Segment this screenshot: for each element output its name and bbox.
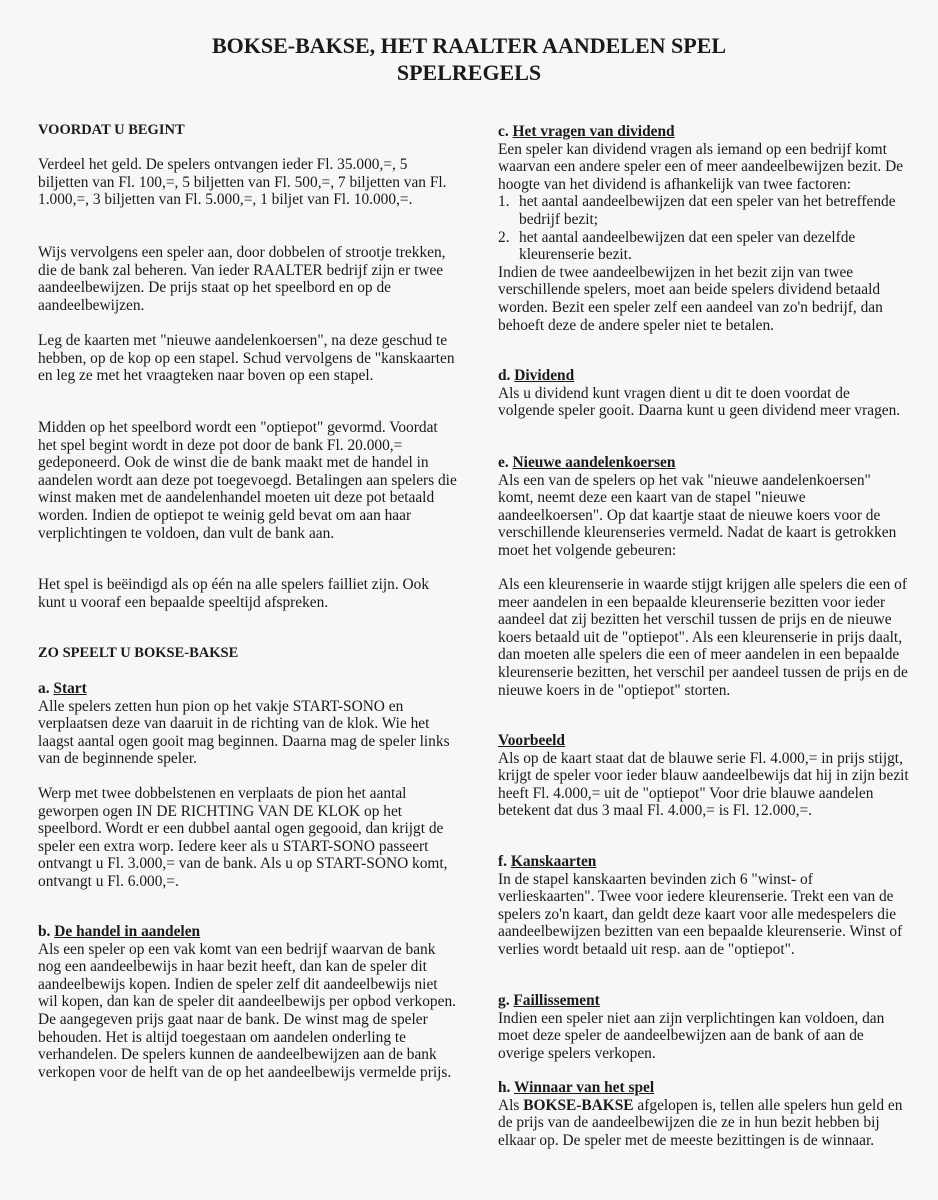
section-heading: ZO SPEELT U BOKSE-BAKSE bbox=[38, 645, 239, 661]
paragraph: Als op de kaart staat dat de blauwe serie Fl. 4.000,= in prijs stijgt, krijgt de speler voor ieder blauw aandeelbewijs dat hij in zijn bezit heeft Fl. 4.000,= uit de "optiepot" Voor drie blauwe aandelen betekent dat dus 3 maal Fl. 4.000,= is Fl. 12.000,=. bbox=[498, 749, 909, 820]
subsection-letter: a. bbox=[38, 680, 50, 697]
title-line-2: SPELREGELS bbox=[396, 60, 542, 85]
paragraph: Werp met twee dobbelstenen en verplaats de pion het aantal geworpen ogen IN DE RICHTING VAN DE KLOK op het speelbord. Wordt er een dubbel aantal ogen gegooid, dan krijgt de speler een extra worp. Iedere keer als u START-SONO passeert ontvangt u Fl. 3.000,= van de bank. Als u op START-SONO komt, ontvangt u Fl. 6.000,=. bbox=[38, 785, 448, 890]
paragraph: Een speler kan dividend vragen als iemand op een bedrijf komt waarvan een andere speler een of meer aandeelbewijzen bezit. De hoogte van het dividend is afhankelijk van twee factoren: bbox=[498, 140, 904, 193]
subsection-heading bbox=[498, 1079, 910, 1097]
paragraph: Indien de twee aandeelbewijzen in het bezit zijn van twee verschillende spelers, moet aan beide spelers dividend betaald worden. Bezit een speler zelf een aandeel van zo'n bedrijf, dan behoeft deze de andere speler niet te betalen. bbox=[498, 263, 883, 334]
factor-list bbox=[498, 193, 910, 263]
section-e-koersen bbox=[498, 454, 910, 560]
subsection-heading bbox=[498, 367, 910, 385]
subsection-heading bbox=[38, 923, 460, 941]
subsection-letter: e. bbox=[498, 454, 509, 471]
subsection-letter: b. bbox=[38, 923, 51, 940]
subsection-title: Voorbeeld bbox=[498, 732, 565, 749]
paragraph-end bbox=[38, 576, 460, 611]
paragraph-optiepot bbox=[38, 419, 460, 542]
paragraph: Als een kleurenserie in waarde stijgt krijgen alle spelers die een of meer aandelen in een bepaalde kleurenserie bezitten voor ieder aandeel dat zij bezitten het verschil tussen de prijs en de nieuwe koers betaald uit de "optiepot". Als een kleurenserie in prijs daalt, dan moeten alle spelers die een of meer aandelen in een bepaalde kleurenserie bezitten, het verschil per aandeel tussen de prijs en de nieuwe koers in de "optiepot" storten. bbox=[498, 576, 908, 699]
paragraph: Leg de kaarten met "nieuwe aandelenkoersen", na deze geschud te hebben, op de kop op een stapel. Schud vervolgens de "kanskaarten en leg ze met het vraagteken naar boven op een stapel. bbox=[38, 332, 455, 385]
section-voordat bbox=[38, 122, 460, 140]
subsection-title: Faillissement bbox=[513, 992, 600, 1009]
paragraph: Wijs vervolgens een speler aan, door dobbelen of strootje trekken, die de bank zal beheren. Van ieder RAALTER bedrijf zijn er twee aandeelbewijzen. De prijs staat op het speelbord en op de aandeelbewijzen. bbox=[38, 244, 446, 314]
subsection-heading bbox=[38, 680, 460, 698]
section-h-winnaar bbox=[498, 1079, 910, 1149]
subsection-title: Kanskaarten bbox=[510, 853, 597, 870]
subsection-title: Winnaar van het spel bbox=[514, 1079, 655, 1096]
paragraph-kleurenserie bbox=[498, 576, 910, 699]
paragraph-money bbox=[38, 156, 460, 209]
list-item bbox=[498, 193, 910, 228]
paragraph: Midden op het speelbord wordt een "optiepot" gevormd. Voordat het spel begint wordt in deze pot door de bank Fl. 20.000,= gedeponeerd. Ook de winst die de bank maakt met de handel in aandelen wordt aan deze pot toegevoegd. Betalingen aan spelers die winst maken met de aandelenhandel moeten uit deze pot betaald worden. Indien de optiepot te weinig geld bevat om aan haar verplichtingen te voldoen, dan vult de bank aan. bbox=[38, 419, 457, 542]
subsection-heading bbox=[498, 123, 910, 141]
section-d-dividend bbox=[498, 367, 910, 420]
paragraph-throw bbox=[38, 785, 460, 891]
paragraph: Als een speler op een vak komt van een bedrijf waarvan de bank nog een aandeelbewijs in haar bezit heeft, dan kan de speler dit aandeelbewijs kopen. Indien de speler zelf dit aandeelbewijs niet wil kopen, dan kan de speler dit aandeelbewijs per opbod verkopen. De aangegeven prijs gaat naar de bank. De winst mag de speler behouden. Het is altijd toegestaan om aandelen onderling te verhandelen. De spelers kunnen de aandeelbewijzen aan de bank verkopen voor de helft van de op het aandeelbewijs vermelde prijs. bbox=[38, 940, 456, 1081]
paragraph-bank bbox=[38, 244, 460, 314]
section-a-start bbox=[38, 680, 460, 768]
paragraph: In de stapel kanskaarten bevinden zich 6 "winst- of verlieskaarten". Twee voor iedere kleurenserie. Trekt een van de spelers zo'n kaart, dan geldt deze kaart voor alle medespelers die aandeelbewijzen bezitten van een bepaalde kleurenserie. Winst of verlies wordt betaald uit resp. aan de "optiepot". bbox=[498, 870, 903, 958]
paragraph-text: Als bbox=[498, 1096, 524, 1114]
subsection-letter: h. bbox=[498, 1079, 511, 1096]
list-number: 2. bbox=[498, 228, 510, 246]
subsection-title: De handel in aandelen bbox=[54, 923, 201, 940]
paragraph: Als een van de spelers op het vak "nieuwe aandelenkoersen" komt, neemt deze een kaart van de stapel "nieuwe aandeelkoersen". Op dat kaartje staat de nieuwe koers voor de verschillende kleurenseries vermeld. Nadat de kaart is getrokken moet het volgende gebeuren: bbox=[498, 471, 897, 559]
section-voorbeeld bbox=[498, 732, 910, 820]
subsection-letter: g. bbox=[498, 992, 510, 1009]
subsection-heading bbox=[498, 454, 910, 472]
subsection-heading bbox=[498, 992, 910, 1010]
subsection-title: Dividend bbox=[514, 367, 575, 384]
paragraph bbox=[498, 1097, 910, 1150]
list-text: het aantal aandeelbewijzen dat een speler van het betreffende bedrijf bezit; bbox=[519, 193, 896, 228]
subsection-letter: c. bbox=[498, 123, 509, 140]
section-f-kanskaarten bbox=[498, 853, 910, 959]
section-heading: VOORDAT U BEGINT bbox=[38, 122, 185, 138]
paragraph: Alle spelers zetten hun pion op het vakje START-SONO en verplaatsen deze van daaruit in de richting van de klok. Wie het laagst aantal ogen gooit mag beginnen. Daarna mag de speler links van de beginnende speler. bbox=[38, 697, 450, 768]
paragraph: Als u dividend kunt vragen dient u dit te doen voordat de volgende speler gooit. Daarna kunt u geen dividend meer vragen. bbox=[498, 384, 901, 420]
list-item bbox=[498, 229, 910, 264]
document-title bbox=[0, 32, 938, 86]
subsection-heading bbox=[498, 732, 910, 750]
list-text: het aantal aandeelbewijzen dat een speler van dezelfde kleurenserie bezit. bbox=[519, 228, 856, 264]
title-line-1: BOKSE-BAKSE, HET RAALTER AANDELEN SPEL bbox=[211, 33, 727, 58]
paragraph-text: afgelopen is, tellen alle spelers hun geld en de prijs van de aandeelbewijzen die ze in hun bezit hebben bij elkaar op. De speler met de meeste bezittingen is de winnaar. bbox=[498, 1096, 903, 1149]
section-c-dividend-vragen bbox=[498, 123, 910, 334]
section-g-faillissement bbox=[498, 992, 910, 1062]
subsection-letter: d. bbox=[498, 367, 511, 384]
paragraph: Indien een speler niet aan zijn verplichtingen kan voldoen, dan moet deze speler de aandeelbewijzen aan de bank of aan de overige spelers verkopen. bbox=[498, 1009, 885, 1062]
paragraph: Verdeel het geld. De spelers ontvangen ieder Fl. 35.000,=, 5 biljetten van Fl. 100,=, 5 biljetten van Fl. 500,=, 7 biljetten van Fl. 1.000,=, 3 biljetten van Fl. 5.000,=, 1 biljet van Fl. 10.000,=. bbox=[38, 156, 447, 209]
paragraph-cards bbox=[38, 332, 460, 385]
subsection-title: Het vragen van dividend bbox=[512, 123, 675, 140]
subsection-letter: f. bbox=[498, 853, 507, 870]
subsection-heading bbox=[498, 853, 910, 871]
section-b-handel bbox=[38, 923, 460, 1081]
section-zo-speelt bbox=[38, 645, 460, 663]
subsection-title: Nieuwe aandelenkoersen bbox=[512, 454, 676, 471]
game-name: BOKSE-BAKSE bbox=[523, 1096, 634, 1114]
subsection-title: Start bbox=[53, 680, 87, 697]
paragraph: Het spel is beëindigd als op één na alle spelers failliet zijn. Ook kunt u vooraf een bepaalde speeltijd afspreken. bbox=[38, 576, 430, 611]
list-number: 1. bbox=[498, 193, 510, 211]
